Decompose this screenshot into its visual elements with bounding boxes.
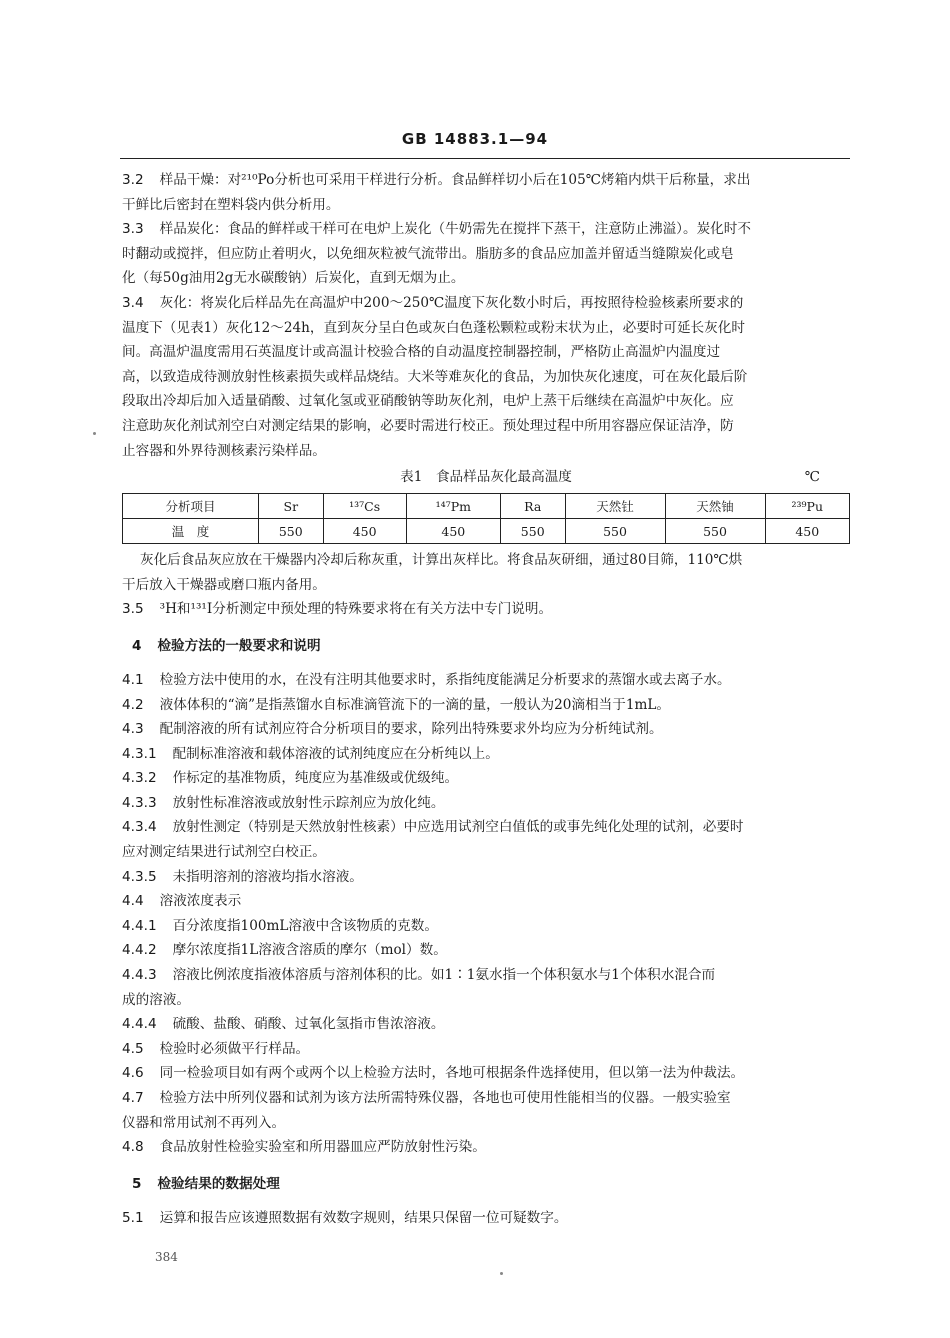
paragraph-line: 运算和报告应该遵照数据有效数字规则，结果只保留一位可疑数字。 <box>159 1209 568 1226</box>
clause-number: 4.4.4 <box>122 1016 157 1033</box>
table-caption-row <box>122 465 850 489</box>
clause-number: 4.3.5 <box>122 868 157 885</box>
clause-number: 4.4.2 <box>122 942 157 959</box>
table-row <box>123 519 850 544</box>
paragraph-line: 注意助灰化剂试剂空白对测定结果的影响，必要时需进行校正。预处理过程中所用容器应保证洁净，防 <box>122 417 734 434</box>
paragraph-line: 食品放射性检验实验室和所用器皿应严防放射性污染。 <box>159 1139 486 1156</box>
table-header-cell: ¹³⁷Cs <box>323 494 406 519</box>
clause-number: 4.8 <box>122 1139 144 1156</box>
table-cell: 450 <box>323 519 406 544</box>
paragraph-line: 溶液浓度表示 <box>159 893 242 910</box>
clause <box>122 1012 850 1037</box>
clause <box>122 865 850 890</box>
paragraph-line: 溶液比例浓度指液体溶质与溶剂体积的比。如1∶1氨水指一个体积氨水与1个体积水混合而 <box>172 967 716 984</box>
clause-number: 4.4.3 <box>122 967 157 984</box>
paragraph-line: 灰化后食品灰应放在干燥器内冷却后称灰重，计算出灰样比。将食品灰研细，通过80目筛，110℃烘 <box>140 552 743 569</box>
table-cell: 550 <box>500 519 565 544</box>
paragraph-line: 液体体积的“滴”是指蒸馏水自标准滴管流下的一滴的量，一般认为20滴相当于1mL。 <box>159 696 670 713</box>
clause <box>122 766 850 791</box>
document-body <box>122 168 850 1230</box>
clause-number: 4.3 <box>122 721 144 738</box>
table-cell: 550 <box>259 519 324 544</box>
clause <box>122 1061 850 1086</box>
table-header-cell: Sr <box>259 494 324 519</box>
table-header-cell: ¹⁴⁷Pm <box>406 494 500 519</box>
paragraph-line: 止容器和外界待测核素污染样品。 <box>122 442 326 459</box>
page-number: 384 <box>155 1250 178 1264</box>
clause-number: 4.7 <box>122 1090 144 1106</box>
clause <box>122 1135 850 1160</box>
clause-number: 4.3.2 <box>122 770 157 787</box>
table-cell: 550 <box>665 519 765 544</box>
clause <box>122 693 850 718</box>
paragraph-line: 样品炭化：食品的鲜样或干样可在电炉上炭化（牛奶需先在搅拌下蒸干，注意防止沸溢）。炭化时不 <box>159 221 751 238</box>
ashing-temperature-table <box>122 493 850 544</box>
table-unit: ℃ <box>804 469 820 486</box>
paragraph-line: 放射性测定（特别是天然放射性核素）中应选用试剂空白值低的或事先纯化处理的试剂，必要时 <box>172 819 744 836</box>
paragraph-3-3 <box>122 217 850 291</box>
paragraph-3-4 <box>122 291 850 463</box>
table-cell: 550 <box>565 519 665 544</box>
clause <box>122 914 850 939</box>
header-rule <box>120 158 850 159</box>
clause-number: 4.6 <box>122 1065 144 1082</box>
paragraph-line: 间。高温炉温度需用石英温度计或高温计校验合格的自动温度控制器控制，严格防止高温炉内温度过 <box>122 344 721 361</box>
table-header-cell: 分析项目 <box>123 494 259 519</box>
section-heading-5 <box>122 1172 850 1196</box>
clause-number: 4.4.1 <box>122 917 157 934</box>
paragraph-line: 未指明溶剂的溶液均指水溶液。 <box>172 868 363 885</box>
clause <box>122 1037 850 1062</box>
paragraph-line: 作标定的基准物质，纯度应为基准级或优级纯。 <box>172 770 459 787</box>
clause-number: 4.3.3 <box>122 794 157 811</box>
table-header-row <box>123 494 850 519</box>
clause-number: 4.3.4 <box>122 819 157 836</box>
paragraph-3-2 <box>122 168 850 217</box>
clause <box>122 963 850 1012</box>
paragraph-after-table <box>122 548 850 597</box>
standard-header: GB 14883.1—94 <box>401 130 549 148</box>
paragraph-line: 配制标准溶液和载体溶液的试剂纯度应在分析纯以上。 <box>172 745 499 762</box>
section-title: 检验结果的数据处理 <box>157 1175 280 1192</box>
table-header-cell: 天然铀 <box>665 494 765 519</box>
paragraph-line: 检验方法中使用的水，在没有注明其他要求时，系指纯度能满足分析要求的蒸馏水或去离子水。 <box>159 671 731 688</box>
clause-number: 4.1 <box>122 671 144 688</box>
table-header-cell: Ra <box>500 494 565 519</box>
section-number: 4 <box>132 637 142 654</box>
paragraph-line: 时翻动或搅拌，但应防止着明火，以免细灰粒被气流带出。脂肪多的食品应加盖并留适当缝隙炭化或皂 <box>122 245 734 262</box>
clause-number: 3.3 <box>122 221 144 238</box>
clause-number: 3.4 <box>122 294 144 311</box>
section-4-clauses <box>122 668 850 1160</box>
paragraph-line: 化（每50g油用2g无水碳酸钠）后炭化，直到无烟为止。 <box>122 270 465 287</box>
clause <box>122 791 850 816</box>
scan-speck <box>500 1272 503 1275</box>
clause-number: 3.2 <box>122 172 144 188</box>
table-cell: 温 度 <box>123 519 259 544</box>
clause-number: 4.3.1 <box>122 745 157 762</box>
table-header-cell: ²³⁹Pu <box>765 494 849 519</box>
section-number: 5 <box>132 1175 142 1192</box>
clause-number: 4.4 <box>122 893 144 910</box>
paragraph-line: 灰化：将炭化后样品先在高温炉中200～250℃温度下灰化数小时后，再按照待检验核素所要求的 <box>159 294 744 311</box>
table-cell: 450 <box>406 519 500 544</box>
paragraph-line: 样品干燥：对²¹⁰Po分析也可采用干样进行分析。食品鲜样切小后在105℃烤箱内烘干后称量，求出 <box>159 172 751 188</box>
paragraph-line: 温度下（见表1）灰化12～24h，直到灰分呈白色或灰白色蓬松颗粒或粉末状为止，必要时可延长灰化时 <box>122 319 745 336</box>
clause <box>122 1086 850 1135</box>
scan-speck <box>93 432 96 435</box>
paragraph-line: 应对测定结果进行试剂空白校正。 <box>122 844 326 861</box>
paragraph-line: 仪器和常用试剂不再列入。 <box>122 1114 286 1131</box>
paragraph-line: 段取出冷却后加入适量硝酸、过氧化氢或亚硝酸钠等助灰化剂，电炉上蒸干后继续在高温炉中灰化。应 <box>122 393 734 410</box>
section-heading-4 <box>122 634 850 658</box>
paragraph-line: 配制溶液的所有试剂应符合分析项目的要求，除列出特殊要求外均应为分析纯试剂。 <box>159 721 663 738</box>
paragraph-line: 高，以致造成待测放射性核素损失或样品烧结。大米等难灰化的食品，为加快灰化速度，可在灰化最后阶 <box>122 368 748 385</box>
clause <box>122 889 850 914</box>
section-5-clauses <box>122 1206 850 1231</box>
paragraph-line: 检验时必须做平行样品。 <box>159 1040 310 1057</box>
paragraph-line: 成的溶液。 <box>122 991 190 1008</box>
clause <box>122 938 850 963</box>
clause <box>122 1206 850 1231</box>
paragraph-line: 硫酸、盐酸、硝酸、过氧化氢指市售浓溶液。 <box>172 1016 445 1033</box>
clause-number: 4.5 <box>122 1040 144 1057</box>
clause-number: 3.5 <box>122 601 144 618</box>
table-cell: 450 <box>765 519 849 544</box>
paragraph-line: 干鲜比后密封在塑料袋内供分析用。 <box>122 196 340 213</box>
table-caption: 表1 食品样品灰化最高温度 <box>400 469 572 486</box>
paragraph-line: 百分浓度指100mL溶液中含该物质的克数。 <box>172 917 438 934</box>
paragraph-line: 检验方法中所列仪器和试剂为该方法所需特殊仪器，各地也可使用性能相当的仪器。一般实验室 <box>159 1090 731 1106</box>
paragraph-line: 摩尔浓度指1L溶液含溶质的摩尔（mol）数。 <box>172 942 447 959</box>
clause <box>122 742 850 767</box>
paragraph-line: ³H和¹³¹I分析测定中预处理的特殊要求将在有关方法中专门说明。 <box>159 601 553 618</box>
paragraph-3-5 <box>122 597 850 622</box>
clause-number: 4.2 <box>122 696 144 713</box>
clause <box>122 815 850 864</box>
paragraph-line: 放射性标准溶液或放射性示踪剂应为放化纯。 <box>172 794 445 811</box>
paragraph-line: 干后放入干燥器或磨口瓶内备用。 <box>122 576 326 593</box>
table-header-cell: 天然钍 <box>565 494 665 519</box>
clause <box>122 717 850 742</box>
paragraph-line: 同一检验项目如有两个或两个以上检验方法时，各地可根据条件选择使用，但以第一法为仲裁法。 <box>159 1065 745 1082</box>
clause <box>122 668 850 693</box>
clause-number: 5.1 <box>122 1209 144 1226</box>
section-title: 检验方法的一般要求和说明 <box>157 637 321 654</box>
